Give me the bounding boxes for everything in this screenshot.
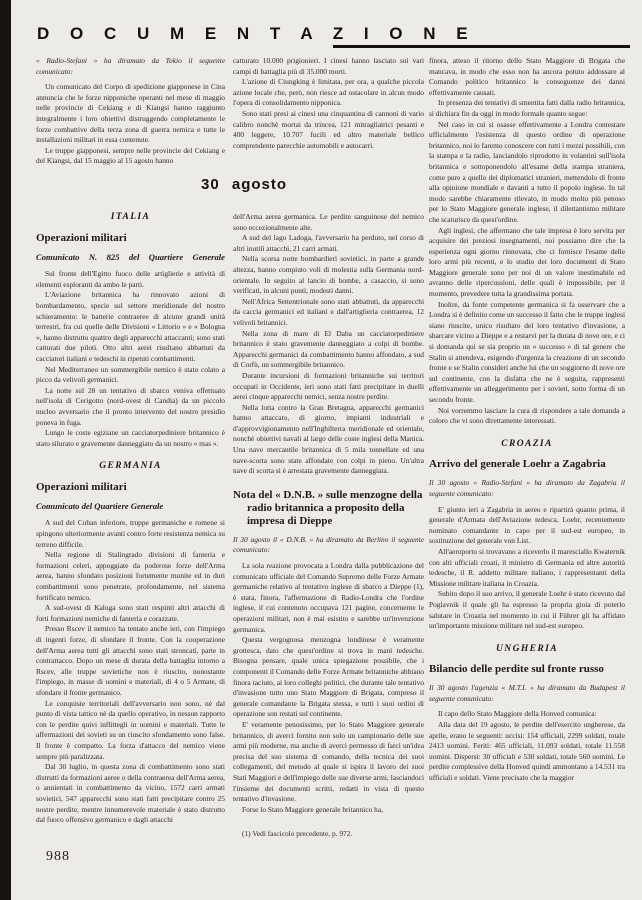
title-rule (333, 45, 630, 48)
column-3 (429, 56, 625, 862)
paragraph: Alla data del 19 agosto, le perdite dell'esercito ungherese, da aprile, erano le seguenti: uccisi: 154 ufficiali, 2299 soldati, totale 2413 uomini. Feriti: 465 ufficiali, 11.093 soldati, totale 11.558 uomini. Dispersi: 30 ufficiali e 530 soldati, totale 560 uomini. Le perdite complessive della Honved quindi ammontano a 14.531 tra ufficiali e soldati. Viene precisato che la maggior (429, 720, 625, 783)
source-line: Il 30 agosto « Radio-Stefani » ha diramato da Zagabria il seguente comunicato: (429, 478, 625, 498)
article-headline: Operazioni militari (36, 480, 127, 493)
column-1-upper (36, 56, 225, 186)
paragraph: Nella zona di mare di El Daba un cacciatorpediniere britannico è stato gravemente danneggiato a colpi di bombe. Apparecchi germanici da combattimento hanno affondato, a sud di Corfù, un sommergibile britannico. (233, 328, 424, 370)
communique-subheading: Comunicato N. 825 del Quartiere Generale (36, 251, 225, 262)
paragraph: Presso Rscev il nemico ha tentato anche ieri, con l'impiego di ingenti forze, di sfondare il fronte. Con la cooperazione dell'Arma aerea tutti gli attacchi sono stati stroncati, parte in contrattacco. Dopo un mese di durata della battaglia intorno a Rscev, alle truppe sovietiche non è riuscito, nonostante l'impiego, in masse di uomini e materiali, di 4 o 5 Armate, di sfondare il fronte germanico. (36, 624, 225, 697)
country-heading: CROAZIA (501, 438, 553, 449)
date-heading: 30 agosto (201, 176, 288, 193)
paragraph: Questa vergognosa menzogna londinese è veramente grottesca, dato che quest'ordine si trova in mani tedesche. Bisogna pensare, quale unica spiegazione possibile, che i componenti il Comando delle Forze Armate britanniche abbiano finora taciuto, ai loro colleghi politici, che durante tale tentativo d'invasione tutto uno Stato Maggiore di Brigata, compreso il generale comandante la Brigata stessa, e tutti i suoi ordini di operazione son restati sul continente. (233, 635, 424, 719)
paragraph: A sud del lago Ladoga, l'avversario ha perduto, nel corso di altri inutili attacchi, 21 carri armati. (233, 233, 424, 253)
paragraph: La notte sul 28 un tentativo di sbarco veniva effettuato nell'isola di Cerigotto (nord-ovest di Candia) da un piccolo nucleo avversario che il pronto intervento del nostro presidio poneva in fuga. (36, 385, 225, 427)
paragraph: Dal 30 luglio, in questa zona di combattimento sono stati distrutti da formazioni aeree o della contraerea dell'Arma aerea, o annientati in combattimento da vicino, 1572 carri armati sovietici, 547 apparecchi sono stati fatti precipitare contro 25 nostre perdite, mentre innumerevole materiale è stato distrutto dal fuoco offensivo germanico e dagli attacchi (36, 762, 225, 825)
article-headline: Operazioni militari (36, 231, 127, 244)
article-headline: Bilancio delle perdite sul fronte russo (429, 663, 604, 676)
paragraph: Nel Mediterraneo un sommergibile nemico è stato colato a picco da velivoli germanici. (36, 364, 225, 385)
paragraph: Agli inglesi, che affermano che tale impresa è loro servita per acquisire dei preziosi insegnamenti, noi possiamo dire che la esperienza ogni giorno rinnovata, che ci fornisce l'esame delle loro armi più recenti, e lo studio dei loro documenti di Stato Maggiore generale sono per noi di un valore inestimabile ed avranno delle ripercussioni, delle quali è impossibile, per il momento, prevedere tutta la grandissima portata. (429, 225, 625, 299)
paragraph: L'Aviazione britannica ha rinnovato azioni di bombardamento, specie sul settore meridionale del nostro schieramento: le batterie contraeree di alcune grandi unità terrestri, fra cui quelle delle Divisioni « Littorio » e « Bologna », hanno distrutto quattro degli apparecchi attaccanti; sono stati catturati due piloti. Otto altri aerei risultano abbattuti da cacciatori italiani e tedeschi in ripetuti combattimenti. (36, 290, 225, 363)
paragraph: Subito dopo il suo arrivo, il generale Loehr è stato ricevuto dal Poglavnik il quale gli ha espresso la propria gioia di poterlo salutare in Croazia nel momento in cui il Führer gli ha affidato un'importante missione militare nel sud-est europeo. (429, 589, 625, 631)
paragraph: All'aeroporto si trovavano a riceverlo il maresciallo Kwaternik con alti ufficiali croati, il ministro di Germania ed altre autorità tedesche, il R. addetto militare italiano, i rappresentanti della Missione militare italiana in Croazia. (429, 546, 625, 588)
paragraph: Noi vorremmo lasciare la cura di rispondere a tale domanda a coloro che vi sono direttamente interessati. (429, 405, 625, 426)
paragraph: Forse lo Stato Maggiore generale britannico ha, (242, 804, 383, 814)
page-title: D O C U M E N T A Z I O N E (37, 24, 476, 43)
paragraph: Il capo dello Stato Maggiore della Honved comunica: (438, 709, 597, 719)
paragraph: Sul fronte dell'Egitto fuoco delle artiglierie e attività di elementi esploranti da ambo le parti. (36, 269, 225, 289)
paragraph: E' veramente penosissimo, per lo Stato Maggiore generale britannico, di averci fornito non solo un campionario delle sue armi più moderne, ma anche di averci permesso di farci un'idea precisa del suo sistema di comando, della tecnica dei suoi collegamenti, del metodo al quale si ispira il lavoro dei suoi Stati Maggiori e dell'impiego delle sue diverse armi, lasciandoci l'insieme dei documenti scritti, redatti in vista di questo tentativo d'invasione. (233, 719, 424, 804)
column-2-lower (233, 212, 424, 860)
country-heading: ITALIA (110, 212, 151, 222)
source-line: Il 30 agosto l'agenzia « M.T.I. » ha diramato da Budapest il seguente comunicato: (429, 683, 625, 703)
paragraph: La sola reazione provocata a Londra dalla pubblicazione del comunicato ufficiale del Comando Supremo delle Forze Armate germaniche relativo al tentativo inglese di sbarco a Dieppe (1), è stata, finora, l'affermazione di Radio-Londra che l'ordine inglese, il cui contenuto occupava 121 pagine, concernente le operazioni militari, non è mai esistito e sarebbe un'invenzione germanica. (233, 561, 424, 634)
column-1-lower (36, 210, 225, 858)
paragraph: A sud-ovest di Kaluga sono stati respinti altri attacchi di forti formazioni nemiche di fanteria e corazzate. (36, 603, 225, 623)
paragraph: A sud del Cuban inferiore, truppe germaniche e romene si spingono ulteriormente avanti contro forte resistenza nemica su terreno difficile. (36, 518, 225, 549)
paragraph: Nella scorsa notte bombardieri sovietici, in parte a grande altezza, hanno compiuto voli di molestia sulla Germania nord-orientale. In seguito al lancio di bombe, a casaccio, si sono verificati, in alcuni punti, modesti danni. (233, 254, 424, 296)
paragraph: Le truppe giapponesi, sempre nelle provincie del Cekiang e del Kiangsi, dal 15 maggio al 15 agosto hanno (36, 145, 225, 166)
paragraph: Lungo le coste egiziane un cacciatorpediniere britannico è stato silurato e gravemente danneggiato da un nostro « mas ». (36, 428, 225, 448)
paragraph: Un comunicato del Corpo di spedizione giapponese in Cina annuncia che le forze nipponiche operanti nel mese di maggio nelle provincie di Cekiang e di Kiangsi hanno raggiunto integralmente i loro obiettivi distruggendo completamente le forze combattive della terza zona di guerra nemica e tutte le installazioni militari in essa contenute. (36, 82, 225, 145)
paragraph: Nella lotta contro la Gran Bretagna, apparecchi germanici hanno attaccato, di giorno, impianti industriali e d'approvvigionamento nell'Inghilterra meridionale ed orientale, nonchè obiettivi navali al largo delle coste inglesi della Manica. Una nave mercantile britannica di 5 mila tonnellate ed una nave-scorta sono state affondate con colpi in pieno. Un'altra nave di scorta si è arrestata gravemente danneggiata. (233, 402, 424, 476)
paragraph: Inoltre, da fonte competente germanica si fa osservare che a Londra si è definito come un successo il fatto che le truppe inglesi siano riuscite, unico risultato del loro tentativo d'invasione, a sbarcare vicino a Dieppe e a restarvi per la durata di nove ore, e ci si domanda qui se sia proprio un « successo » di tal genere che Stalin si attendeva, esigendo d'urgenza la creazione di un secondo fronte e se Stalin consideri anche lui che un soggiorno di nove ore sul continente, con la disfatta che ne è seguita, rappresenti effettivamente un alleggerimento per i sovieti, sotto forma di un secondo fronte. (429, 299, 625, 404)
paragraph: In presenza dei tentativi di smentita fatti dalla radio britannica, si dichiara fin da oggi in modo formale quanto segue: (429, 98, 625, 118)
page-number: 988 (46, 849, 70, 864)
communique-subheading: Comunicato del Quartiere Generale (36, 500, 164, 511)
paragraph: Durante incursioni di formazioni britanniche sui territori occupati in Occidente, ieri sono stati fatti precipitare in duelli aerei cinque apparecchi nemici, senza nostre perdite. (233, 370, 424, 402)
paragraph-continuation: catturato 10.000 prigionieri. I cinesi hanno lasciato sui vari campi di battaglia più di 35.000 morti. (233, 56, 424, 76)
column-2-upper (233, 56, 424, 178)
article-headline: Nota del « D.N.B. » sulle menzogne della radio britannica a proposito della impresa di Dieppe (233, 488, 423, 527)
paragraph: Le conquiste territoriali dell'avversario non sono, nè dal punto di vista tattico nè da quello operativo, in nessun rapporto con le perdite quivi inflittegli in uomini e materiali. Tutte le affermazioni dei sovieti su un riuscito sfondamento sono false. Il fronte è compatto. La forza d'attacco del nemico viene sempre più paralizzata. (36, 698, 225, 761)
paragraph: Nella regione di Stalingrado divisioni di fanteria e formazioni celeri, appoggiate da poderose forze dell'Arma aerea, hanno sfondato posizioni fortemente munite ed in duri combattimenti sono penetrate, profondamente, nel sistema fortificato nemico. (36, 550, 225, 602)
paragraph: Nel caso in cui si osasse effettivamente a Londra contestare ufficialmente l'esistenza di questo ordine di operazione britannico, noi lo faremo conoscere con tutti i mezzi possibili, con la stampa e la radio, lanciandolo riprodotto in volantini sull'isola britannica e sottoponendolo all'esame della stampa straniera, come pure a quello dei diplomatici stranieri, mettendolo di fronte alla opinione mondiale e davanti a tutto il popolo inglese. In tal modo sarebbe chiaramente rilevato, in modo molto più penoso per lo Stato Maggiore generale inglese, il dilettantismo militare che scaturisce da quest'ordine. (429, 119, 625, 224)
paragraph-continuation: dell'Arma aerea germanica. Le perdite sanguinose del nemico sono eccezionalmente alte. (233, 212, 424, 232)
country-heading: UNGHERIA (496, 643, 558, 654)
article-headline: Arrivo del generale Loehr a Zagabria (429, 458, 606, 471)
paragraph: Nell'Africa Settentrionale sono stati abbattuti, da apparecchi da caccia germanici ed italiani e dall'artiglieria contraerea, 12 velivoli britannici. (233, 296, 424, 327)
source-line: Il 30 agosto il « D.N.B. » ha diramato da Berlino il seguente comunicato: (233, 534, 424, 555)
paragraph-continuation: finora, atteso il ritorno dello Stato Maggiore di Brigata che mancava, in modo che esso non ha ancora potuto addossare al Comando politico britannico le conseguenze dei danni effettivamente causati. (429, 56, 625, 97)
country-heading: GERMANIA (99, 461, 162, 472)
paragraph: Sono stati presi ai cinesi una cinquantina di cannoni di vario calibro nonchè mortai da trincea, 121 mitragliatrici pesanti e 400 leggere, 10.707 fucili ed altro materiale bellico comprendente parecchie automobili e autocarri. (233, 108, 424, 150)
source-line: « Radio-Stefani » ha diramato da Tokio il seguente comunicato: (36, 56, 225, 76)
paragraph: E' giunto ieri a Zagabria in aereo e ripartirà quanto prima, il generale d'Armata dell'Aviazione tedesca, Loehr, recentemente nominato comandante in capo per il sud-est europeo, in sostituzione del generale von List. (429, 504, 625, 546)
scan-binding-gutter (0, 0, 11, 900)
footnote: (1) Vedi fascicolo precedente, p. 972. (242, 829, 353, 839)
paragraph: L'azione di Ciungking è limitata, per ora, a qualche piccola azione locale che, però, non riesce ad ostacolare in alcun modo l'opera di consolidamento nipponica. (233, 77, 424, 108)
